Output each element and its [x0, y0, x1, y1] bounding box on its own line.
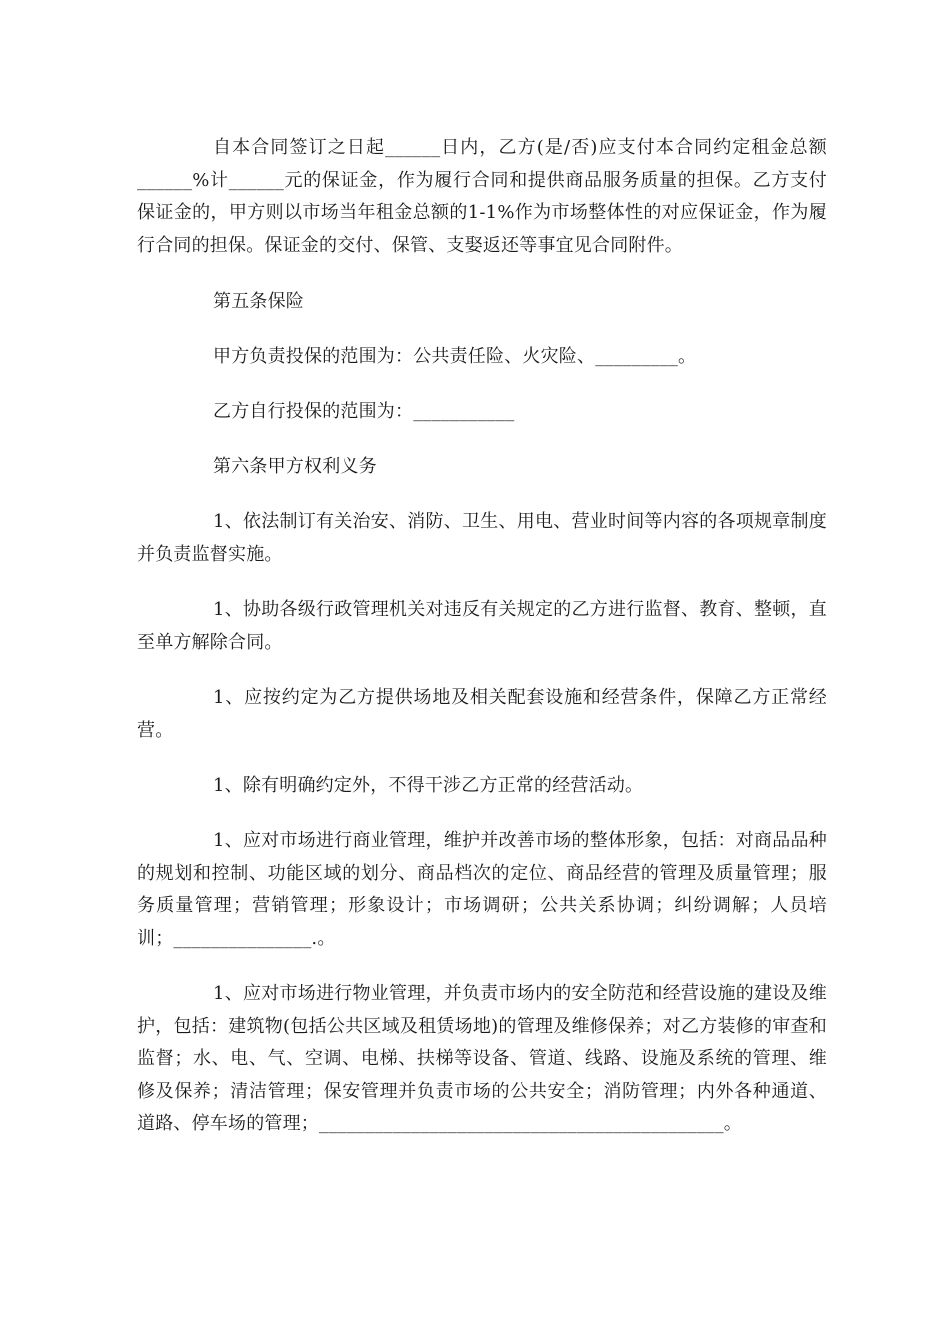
clause-supervision: 1、协助各级行政管理机关对违反有关规定的乙方进行监督、教育、整顿，直至单方解除合同。	[137, 599, 827, 653]
clause-property-management: 1、应对市场进行物业管理，并负责市场内的安全防范和经营设施的建设及维护，包括：建筑物(包括公共区域及租赁场地)的管理及维修保养；对乙方装修的审查和监督；水、电、气、空调、电梯、扶梯等设备、管道、线路、设施及系统的管理、维修及保养；清洁管理；保安管理并负责市场的公共安全；消防管理；内外各种通道、道路、停车场的管理；____________________________________________。	[137, 983, 827, 1134]
clause-non-interference: 1、除有明确约定外，不得干涉乙方正常的经营活动。	[213, 775, 644, 796]
section-heading-insurance: 第五条保险	[213, 291, 304, 312]
clause-regulations: 1、依法制订有关治安、消防、卫生、用电、营业时间等内容的各项规章制度并负责监督实施。	[137, 511, 827, 565]
paragraph-party-a-insurance: 甲方负责投保的范围为：公共责任险、火灾险、_________。	[213, 346, 697, 367]
clause-facilities: 1、应按约定为乙方提供场地及相关配套设施和经营条件，保障乙方正常经营。	[137, 687, 827, 741]
clause-commercial-management: 1、应对市场进行商业管理，维护并改善市场的整体形象，包括：对商品品种的规划和控制、功能区域的划分、商品档次的定位、商品经营的管理及质量管理；服务质量管理；营销管理；形象设计；市场调研；公共关系协调；纠纷调解；人员培训；_______________.。	[137, 830, 827, 949]
paragraph-party-b-insurance: 乙方自行投保的范围为：___________	[213, 401, 515, 422]
paragraph-deposit: 自本合同签订之日起______日内，乙方(是/否)应支付本合同约定租金总额______%计______元的保证金，作为履行合同和提供商品服务质量的担保。乙方支付保证金的，甲方则以市场当年租金总额的1-1%作为市场整体性的对应保证金，作为履行合同的担保。保证金的交付、保管、支娶返还等事宜见合同附件。	[137, 137, 827, 256]
section-heading-party-a-rights: 第六条甲方权利义务	[213, 456, 377, 477]
